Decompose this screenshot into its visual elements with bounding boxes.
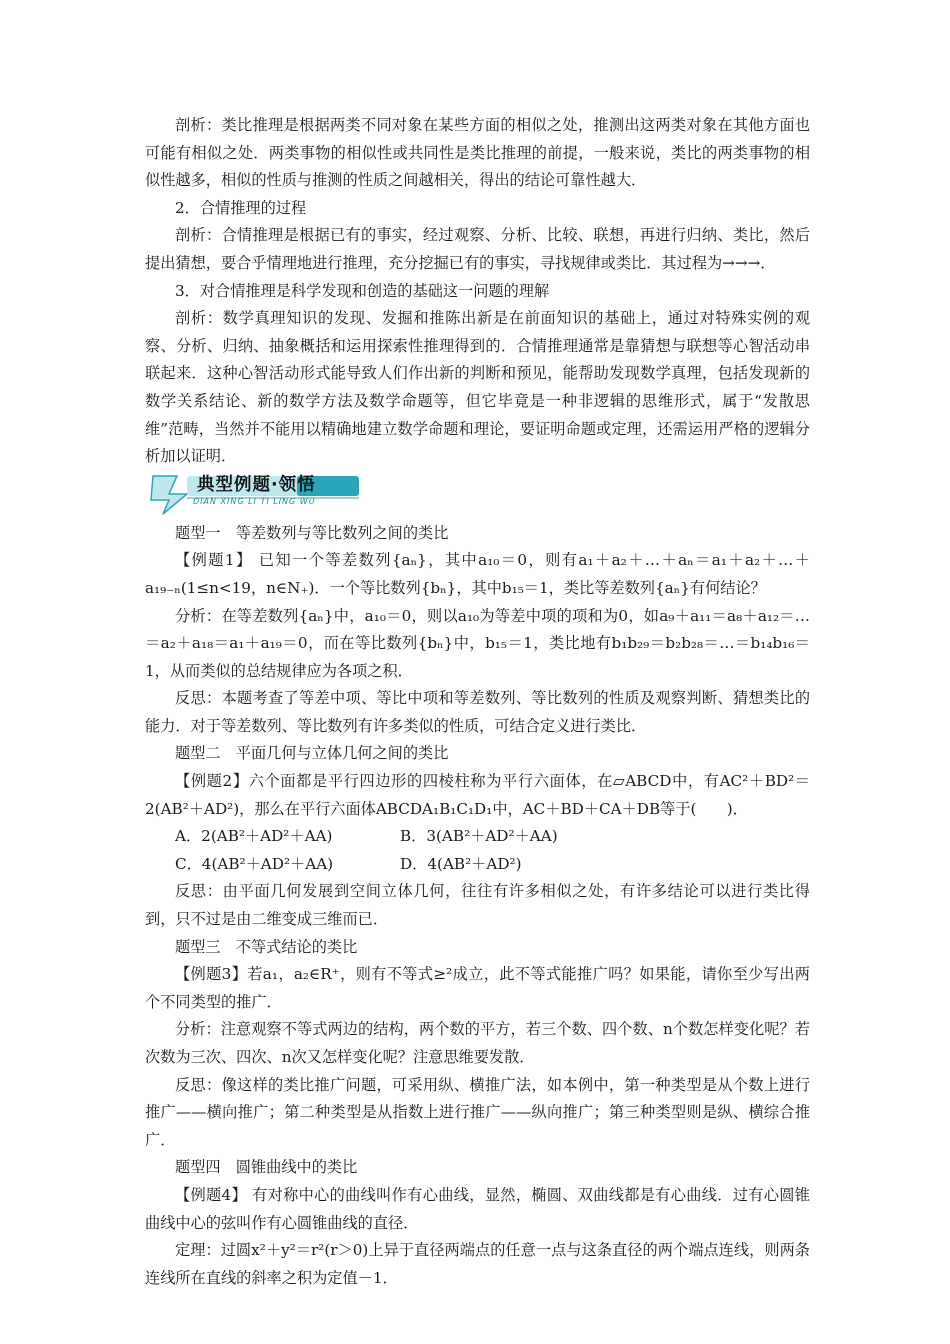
type2-options-row-1 [145, 823, 810, 851]
banner-subtitle: DIAN XING LI TI LING WU [193, 496, 316, 506]
option-b: B．3(AB²＋AD²＋AA) [400, 827, 558, 846]
type1-heading: 题型一 等差数列与等比数列之间的类比 [175, 523, 449, 542]
type2-options-row-2 [145, 851, 810, 879]
section-heading-2: 2．合情推理的过程 [175, 198, 307, 217]
option-c: C．4(AB²＋AD²＋AA) [175, 854, 334, 873]
page-content [145, 112, 810, 1292]
type4-heading: 题型四 圆锥曲线中的类比 [175, 1158, 358, 1177]
section-heading-3: 3．对合情推理是科学发现和创造的基础这一问题的理解 [175, 281, 550, 300]
type4-example: 【例题4】 有对称中心的曲线叫作有心曲线，显然，椭圆、双曲线都是有心曲线．过有心圆锥曲线中心的弦叫作有心圆锥曲线的直径． [145, 1185, 810, 1232]
option-d: D．4(AB²＋AD²) [400, 854, 522, 873]
type2-example: 【例题2】六个面都是平行四边形的四棱柱称为平行六面体，在▱ABCD中，有AC²＋BD²＝2(AB²＋AD²)，那么在平行六面体ABCDA₁B₁C₁D₁中，AC＋BD＋CA＋DB等于( )． [145, 772, 810, 818]
type3-reflection: 反思：像这样的类比推广问题，可采用纵、横推广法，如本例中，第一种类型是从个数上进行推广——横向推广；第二种类型是从指数上进行推广——纵向推广；第三种类型则是纵、横综合推广． [145, 1075, 810, 1149]
type4-theorem: 定理：过圆x²＋y²＝r²(r＞0)上异于直径两端点的任意一点与这条直径的两个端点连线，则两条连线所在直线的斜率之积为定值－1． [145, 1241, 810, 1287]
typical-examples-banner [145, 472, 810, 516]
type3-heading: 题型三 不等式结论的类比 [175, 937, 358, 956]
option-a: A．2(AB²＋AD²＋AA) [175, 827, 333, 846]
analysis-paragraph-3: 剖析：数学真理知识的发现、发掘和推陈出新是在前面知识的基础上，通过对特殊实例的观察、分析、归纳、抽象概括和运用探索性推理得到的．合情推理通常是靠猜想与联想等心智活动串联起来．这种心智活动形式能导致人们作出新的判断和预见，能帮助发现数学真理，包括发现新的数学关系结论、新的数学方法及数学命题等，但它毕竟是一种非逻辑的思维形式，属于“发散思维”范畴，当然并不能用以精确地建立数学命题和理论，要证明命题或定理，还需运用严格的逻辑分析加以证明． [145, 309, 810, 466]
banner-title: 典型例题·领悟 [197, 474, 316, 495]
type3-example: 【例题3】若a₁，a₂∈R⁺，则有不等式≥²成立，此不等式能推广吗？如果能，请你至少写出两个不同类型的推广． [145, 965, 810, 1011]
type1-analysis: 分析：在等差数列{aₙ}中，a₁₀＝0，则以a₁₀为等差中项的项和为0，如a₉＋a₁₁＝a₈＋a₁₂＝…＝a₂＋a₁₈＝a₁＋a₁₉＝0，而在等比数列{bₙ}中，b₁₅＝1，类比地有b₁b₂₉＝b₂b₂₈＝…＝b₁₄b₁₆＝1，从而类似的总结规律应为各项之积． [145, 606, 810, 680]
type2-reflection: 反思：由平面几何发展到空间立体几何，往往有许多相似之处，有许多结论可以进行类比得到，只不过是由二维变成三维而已． [145, 882, 810, 929]
analysis-paragraph-1: 剖析：类比推理是根据两类不同对象在某些方面的相似之处，推测出这两类对象在其他方面也可能有相似之处．两类事物的相似性或共同性是类比推理的前提，一般来说，类比的两类事物的相似性越多，相似的性质与推测的性质之间越相关，得出的结论可靠性越大． [145, 116, 810, 190]
type2-heading: 题型二 平面几何与立体几何之间的类比 [175, 744, 449, 763]
analysis-paragraph-2: 剖析：合情推理是根据已有的事实，经过观察、分析、比较、联想，再进行归纳、类比，然后提出猜想，要合乎情理地进行推理，充分挖掘已有的事实，寻找规律或类比．其过程为→→→． [145, 226, 810, 272]
type1-reflection: 反思：本题考查了等差中项、等比中项和等差数列、等比数列的性质及观察判断、猜想类比的能力．对于等差数列、等比数列有许多类似的性质，可结合定义进行类比． [145, 689, 810, 735]
type3-analysis: 分析：注意观察不等式两边的结构，两个数的平方，若三个数、四个数、n个数怎样变化呢？若次数为三次、四次、n次又怎样变化呢？注意思维要发散． [145, 1020, 810, 1066]
type1-example: 【例题1】 已知一个等差数列{aₙ}，其中a₁₀＝0，则有a₁＋a₂＋…＋aₙ＝a₁＋a₂＋…＋a₁₉₋ₙ(1≤n<19，n∈N₊)．一个等比数列{bₙ}，其中b₁₅＝1，类比等差数列{aₙ}有何结论？ [145, 551, 810, 597]
